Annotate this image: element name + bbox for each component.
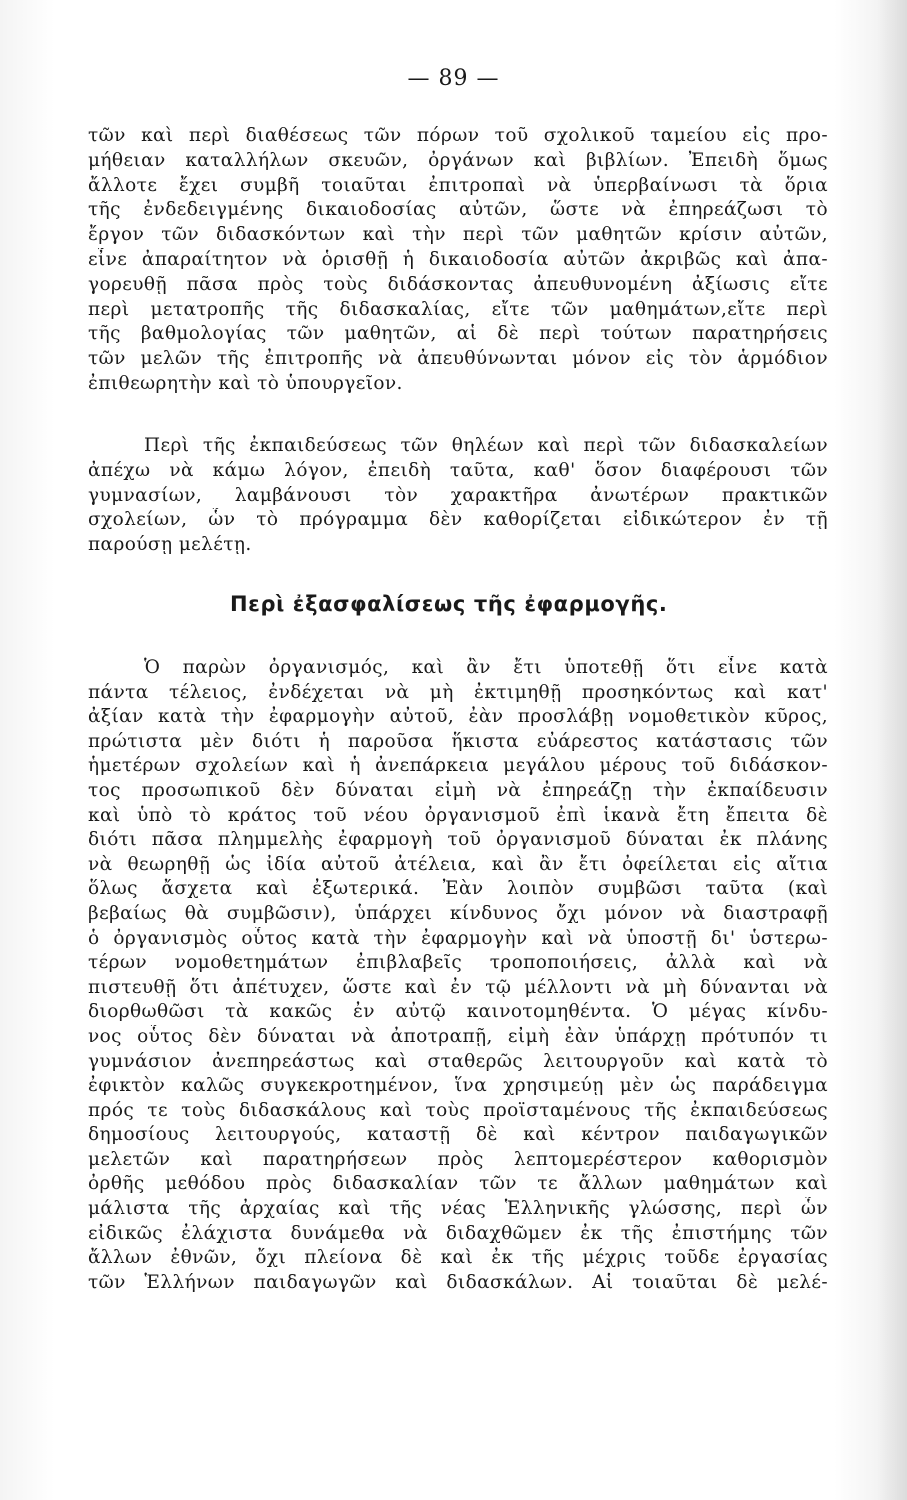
text-line: γυμνασίων, λαμβάνουσι τὸν χαρακτῆρα ἀνωτέρων πρακτικῶν xyxy=(88,484,828,506)
text-line: καὶ ὑπὸ τὸ κράτος τοῦ νέου ὀργανισμοῦ ἐπὶ ἱκανὰ ἔτη ἔπειτα δὲ xyxy=(88,804,828,826)
section-heading: Περὶ ἐξασφαλίσεως τῆς ἐφαρμογῆς. xyxy=(230,592,668,616)
text-line: παρούσῃ μελέτῃ. xyxy=(88,534,252,556)
text-line: Περὶ τῆς ἐκπαιδεύσεως τῶν θηλέων καὶ περὶ τῶν διδασκαλείων xyxy=(144,435,828,456)
text-line: νος οὗτος δὲν δύναται νὰ ἀποτραπῇ, εἰμὴ ἐὰν ὑπάρχῃ πρότυπόν τι xyxy=(88,1025,828,1047)
text-line: τῶν μελῶν τῆς ἐπιτροπῆς νὰ ἀπευθύνωνται μόνον εἰς τὸν ἁρμόδιον xyxy=(88,348,828,370)
text-line: ἐπιθεωρητὴν καὶ τὸ ὑπουργεῖον. xyxy=(88,372,403,394)
text-line: βεβαίως θὰ συμβῶσιν), ὑπάρχει κίνδυνος ὄχι μόνον νὰ διαστραφῇ xyxy=(88,902,828,924)
text-line: μελετῶν καὶ παρατηρήσεων πρὸς λεπτομερέστερον καθορισμὸν xyxy=(88,1148,828,1170)
text-line: μάλιστα τῆς ἀρχαίας καὶ τῆς νέας Ἑλληνικῆς γλώσσης, περὶ ὧν xyxy=(88,1198,828,1220)
page-edge-shadow xyxy=(877,0,907,1500)
text-line: διορθωθῶσι τὰ κακῶς ἐν αὐτῷ καινοτομηθέντα. Ὁ μέγας κίνδυ- xyxy=(88,1001,828,1023)
text-line: ὅλως ἄσχετα καὶ ἐξωτερικά. Ἐὰν λοιπὸν συμβῶσι ταῦτα (καὶ xyxy=(88,878,828,900)
text-line: τος προσωπικοῦ δὲν δύναται εἰμὴ νὰ ἐπηρεάζῃ τὴν ἐκπαίδευσιν xyxy=(88,779,828,801)
text-line: ἔργον τῶν διδασκόντων καὶ τὴν περὶ τῶν μαθητῶν κρίσιν αὐτῶν, xyxy=(88,224,828,246)
page-number: — 89 — xyxy=(407,66,500,91)
text-line: Ὁ παρὼν ὀργανισμός, καὶ ἂν ἔτι ὑποτεθῇ ὅτι εἶνε κατὰ xyxy=(144,657,828,678)
text-line: πρός τε τοὺς διδασκάλους καὶ τοὺς προϊσταμένους τῆς ἐκπαιδεύσεως xyxy=(88,1099,828,1121)
paragraph-girls-education xyxy=(88,434,828,558)
text-line: διότι πᾶσα πλημμελὴς ἐφαρμογὴ τοῦ ὀργανισμοῦ δύναται ἐκ πλάνης xyxy=(88,829,828,851)
text-line: τέρων νομοθετημάτων ἐπιβλαβεῖς τροποποιήσεις, ἀλλὰ καὶ νὰ xyxy=(88,952,828,974)
text-line: σχολείων, ὧν τὸ πρόγραμμα δὲν καθορίζεται εἰδικώτερον ἐν τῇ xyxy=(88,509,828,531)
text-line: πάντα τέλειος, ἐνδέχεται νὰ μὴ ἐκτιμηθῇ προσηκόντως καὶ κατ' xyxy=(88,681,828,703)
text-line: περὶ μετατροπῆς τῆς διδασκαλίας, εἴτε τῶν μαθημάτων,εἴτε περὶ xyxy=(88,298,828,320)
text-line: νὰ θεωρηθῇ ὡς ἰδία αὐτοῦ ἀτέλεια, καὶ ἂν ἔτι ὀφείλεται εἰς αἴτια xyxy=(88,853,828,875)
text-line: ἄλλοτε ἔχει συμβῆ τοιαῦται ἐπιτροπαὶ νὰ ὑπερβαίνωσι τὰ ὅρια xyxy=(88,174,828,196)
text-line: γυμνάσιον ἀνεπηρεάστως καὶ σταθερῶς λειτουργοῦν καὶ κατὰ τὸ xyxy=(88,1050,828,1072)
text-line: εἰδικῶς ἐλάχιστα δυνάμεθα νὰ διδαχθῶμεν ἐκ τῆς ἐπιστήμης τῶν xyxy=(88,1222,828,1244)
paragraph-implementation xyxy=(88,656,828,1295)
text-line: ἀξίαν κατὰ τὴν ἐφαρμογὴν αὐτοῦ, ἐὰν προσλάβῃ νομοθετικὸν κῦρος, xyxy=(88,706,828,728)
text-line: μήθειαν καταλλήλων σκευῶν, ὀργάνων καὶ βιβλίων. Ἐπειδὴ ὅμως xyxy=(88,149,828,171)
paragraph-fees-committee xyxy=(88,124,828,397)
text-line: τῆς βαθμολογίας τῶν μαθητῶν, αἱ δὲ περὶ τούτων παρατηρήσεις xyxy=(88,323,828,345)
text-line: γορευθῇ πᾶσα πρὸς τοὺς διδάσκοντας ἀπευθυνομένη ἀξίωσις εἴτε xyxy=(88,273,828,295)
text-line: τῶν Ἑλλήνων παιδαγωγῶν καὶ διδασκάλων. Αἱ τοιαῦται δὲ μελέ- xyxy=(88,1271,828,1293)
text-line: πρώτιστα μὲν διότι ἡ παροῦσα ἥκιστα εὐάρεστος κατάστασις τῶν xyxy=(88,730,828,752)
text-line: ἄλλων ἐθνῶν, ὄχι πλείονα δὲ καὶ ἐκ τῆς μέχρις τοῦδε ἐργασίας xyxy=(88,1247,828,1269)
text-line: ἀπέχω νὰ κάμω λόγον, ἐπειδὴ ταῦτα, καθ' ὅσον διαφέρουσι τῶν xyxy=(88,459,828,481)
text-line: δημοσίους λειτουργούς, καταστῇ δὲ καὶ κέντρον παιδαγωγικῶν xyxy=(88,1124,828,1146)
text-line: εἶνε ἀπαραίτητον νὰ ὁρισθῇ ἡ δικαιοδοσία αὐτῶν ἀκριβῶς καὶ ἀπα- xyxy=(88,248,828,270)
text-line: τῆς ἐνδεδειγμένης δικαιοδοσίας αὐτῶν, ὥστε νὰ ἐπηρεάζωσι τὸ xyxy=(88,199,828,221)
text-line: ὀρθῆς μεθόδου πρὸς διδασκαλίαν τῶν τε ἄλλων μαθημάτων καὶ xyxy=(88,1173,828,1195)
text-line: τῶν καὶ περὶ διαθέσεως τῶν πόρων τοῦ σχολικοῦ ταμείου εἰς προ- xyxy=(88,125,828,146)
text-line: ὁ ὀργανισμὸς οὗτος κατὰ τὴν ἐφαρμογὴν καὶ νὰ ὑποστῇ δι' ὑστερω- xyxy=(88,927,828,949)
text-line: πιστευθῇ ὅτι ἀπέτυχεν, ὥστε καὶ ἐν τῷ μέλλοντι νὰ μὴ δύνανται νὰ xyxy=(88,976,828,998)
text-line: ἡμετέρων σχολείων καὶ ἡ ἀνεπάρκεια μεγάλου μέρους τοῦ διδάσκον- xyxy=(88,755,828,777)
text-line: ἐφικτὸν καλῶς συγκεκροτημένον, ἵνα χρησιμεύῃ μὲν ὡς παράδειγμα xyxy=(88,1075,828,1097)
